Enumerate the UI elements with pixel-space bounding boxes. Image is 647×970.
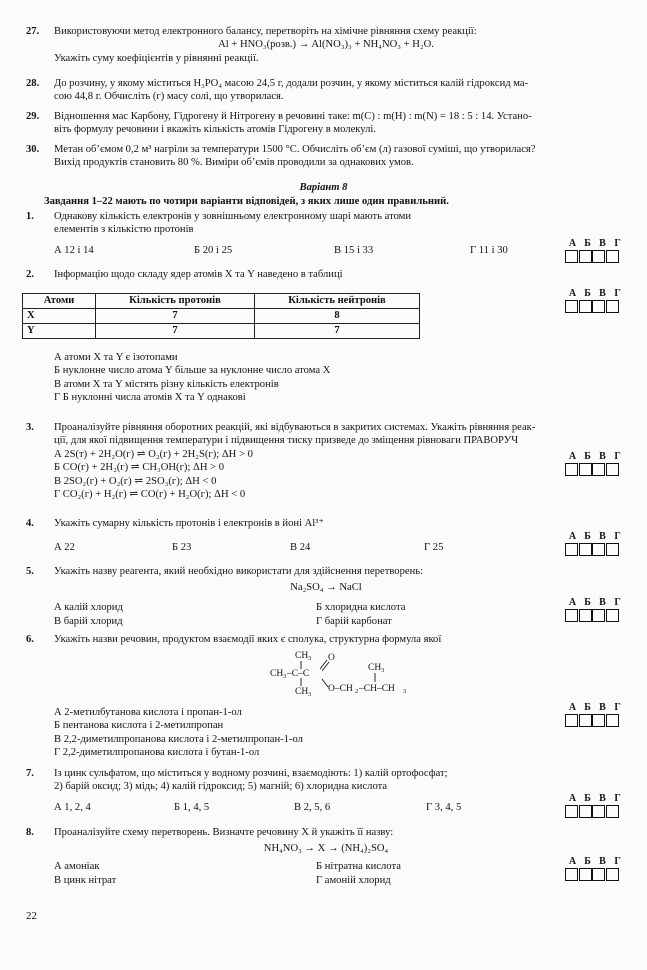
answer-letter: Г <box>614 288 621 299</box>
answer-box[interactable] <box>565 609 578 622</box>
answer-box[interactable] <box>565 868 578 881</box>
question-2 <box>26 268 626 281</box>
option-a[interactable]: А 2-метилбутанова кислота і пропан-1-ол <box>54 707 242 718</box>
structural-formula-image <box>262 647 432 701</box>
question-3 <box>26 421 626 502</box>
answer-letter: Г <box>614 856 621 867</box>
question-text: Інформацію щодо складу ядер атомів X та Y наведено в таблиці <box>54 269 343 280</box>
answer-grid-3[interactable] <box>565 451 625 476</box>
question-text: До розчину, у якому міститься H₃PO₄ масою 24,5 г, додали розчин, у якому міститься калій гідроксид ма- <box>54 78 529 89</box>
question-text: Проаналізуйте рівняння оборотних реакцій, які відбуваються в закритих системах. Укажіть рівняння реак- <box>54 422 536 433</box>
option-b[interactable]: Б нуклонне число атома Y більше за нуклонне число атома X <box>54 365 331 377</box>
answer-box[interactable] <box>565 714 578 727</box>
answer-letter: Б <box>584 793 591 804</box>
answer-box[interactable] <box>606 300 619 313</box>
question-text: Укажіть назви речовин, продуктом взаємодії яких є сполука, структурна формула якої <box>54 634 442 645</box>
answer-box[interactable] <box>592 300 605 313</box>
question-number: 8. <box>26 827 34 838</box>
question-text-2: Вихід продуктів становить 80 %. Виміри об’ємів проводили за однакових умов. <box>54 157 414 169</box>
answer-letter: Б <box>584 238 591 249</box>
answer-letter: Г <box>614 451 621 462</box>
answer-letter: А <box>568 238 577 249</box>
answer-box[interactable] <box>592 714 605 727</box>
answer-grid-1[interactable] <box>565 238 625 263</box>
question-8 <box>26 826 626 888</box>
answer-letter: В <box>599 793 606 804</box>
question-number: 29. <box>26 111 40 122</box>
page-number: 22 <box>26 910 37 922</box>
answer-box[interactable] <box>592 609 605 622</box>
option-d[interactable]: Г Б нуклонні числа атомів X та Y однакові <box>54 392 246 404</box>
option-c[interactable]: В цинк нітрат <box>54 875 117 887</box>
question-30 <box>26 143 626 170</box>
question-4 <box>26 517 626 555</box>
option-a[interactable]: А амоніак <box>54 860 100 872</box>
option-a[interactable]: А 22 <box>54 542 75 554</box>
variant-title: Варіант 8 <box>299 182 348 193</box>
answer-box[interactable] <box>565 805 578 818</box>
table-cell: Y <box>23 324 96 339</box>
answer-letter: Б <box>584 451 591 462</box>
table-header: Кількість протонів <box>96 294 255 309</box>
nuclei-table <box>22 293 420 339</box>
question-number: 4. <box>26 518 34 529</box>
answer-box[interactable] <box>565 300 578 313</box>
answer-grid-4[interactable] <box>565 531 625 556</box>
reaction-scheme: Al + HNO₃(розв.) → Al(NO₃)₃ + NH₄NO₃ + H₂O. <box>218 39 434 51</box>
question-text: Однакову кількість електронів у зовнішньому електронному шарі мають атоми <box>54 211 412 222</box>
question-29 <box>26 110 626 137</box>
answer-letter: В <box>599 856 606 867</box>
option-c[interactable]: В 24 <box>290 542 311 554</box>
option-a[interactable]: А 12 і 14 <box>54 244 94 256</box>
table-row <box>23 309 420 324</box>
svg-text:3: 3 <box>381 667 385 674</box>
answer-letter: Б <box>584 531 591 542</box>
question-2-options <box>26 351 626 405</box>
answer-box[interactable] <box>565 250 578 263</box>
answer-box[interactable] <box>579 714 592 727</box>
svg-text:3: 3 <box>308 655 312 662</box>
question-7 <box>26 767 626 814</box>
answer-letter: В <box>599 288 606 299</box>
svg-text:O–CH: O–CH <box>328 684 353 694</box>
table-cell: 8 <box>255 309 420 324</box>
question-5 <box>26 565 626 629</box>
option-c[interactable]: В 2SO₂(г) + O₂(г) ⇌ 2SO₃(г); ΔH < 0 <box>54 475 217 487</box>
table-row <box>23 324 420 339</box>
table-cell: 7 <box>255 324 420 339</box>
answer-box[interactable] <box>592 805 605 818</box>
option-a[interactable]: А 1, 2, 4 <box>54 801 91 813</box>
answer-letter: В <box>599 702 606 713</box>
svg-text:O: O <box>328 653 335 663</box>
answer-box[interactable] <box>565 463 578 476</box>
svg-text:CH: CH <box>368 663 382 673</box>
option-b[interactable]: Б нітратна кислота <box>316 860 401 872</box>
answer-grid-6[interactable] <box>565 702 625 727</box>
question-text-2: 2) барій оксид; 3) мідь; 4) калій гідроксид; 5) магній; 6) хлоридна кислота <box>54 781 388 793</box>
answer-letter: А <box>568 702 577 713</box>
question-27 <box>26 25 626 65</box>
question-6-options <box>26 706 626 760</box>
question-text-2: ції, для якої підвищення температури і підвищення тиску призведе до зміщення рівноваги ПРАВОРУЧ <box>54 435 519 447</box>
question-text: Проаналізуйте схему перетворень. Визначте речовину X й укажіть її назву: <box>54 827 394 838</box>
answer-box[interactable] <box>606 805 619 818</box>
answer-letter: В <box>599 597 606 608</box>
question-number: 28. <box>26 78 40 89</box>
svg-text:3: 3 <box>308 691 312 698</box>
answer-letter: Г <box>614 238 621 249</box>
question-text: Із цинк сульфатом, що міститься у водному розчині, взаємодіють: 1) калій ортофосфат; <box>54 768 448 779</box>
option-d[interactable]: Г барій карбонат <box>316 616 392 628</box>
answer-box[interactable] <box>606 463 619 476</box>
question-text: Використовуючи метод електронного балансу, перетворіть на хімічне рівняння схему реакції: <box>54 26 477 37</box>
table-header: Кількість нейтронів <box>255 294 420 309</box>
answer-letter: А <box>568 597 577 608</box>
answer-letter: А <box>568 856 577 867</box>
answer-letter: Г <box>614 531 621 542</box>
question-number: 1. <box>26 211 34 222</box>
question-number: 7. <box>26 768 34 779</box>
svg-text:CH: CH <box>295 651 309 661</box>
answer-grid-8[interactable] <box>565 856 625 881</box>
answer-letter: Г <box>614 793 621 804</box>
question-text-2: елементів з кількістю протонів <box>54 224 194 236</box>
table-header: Атоми <box>23 294 96 309</box>
answer-box[interactable] <box>579 300 592 313</box>
answer-box[interactable] <box>579 250 592 263</box>
option-b[interactable]: Б 1, 4, 5 <box>174 801 210 813</box>
answer-box[interactable] <box>606 543 619 556</box>
question-text: Укажіть назву реагента, який необхідно використати для здійснення перетворень: <box>54 566 424 577</box>
answer-letter: В <box>599 451 606 462</box>
answer-letter: Б <box>584 597 591 608</box>
option-c[interactable]: В 2,2-диметилпропанова кислота і 2-метилпропан-1-ол <box>54 733 303 745</box>
answer-box[interactable] <box>592 543 605 556</box>
question-text: Укажіть сумарну кількість протонів і електронів в йоні Al³⁺ <box>54 518 325 529</box>
answer-box[interactable] <box>606 250 619 263</box>
answer-grid-5[interactable] <box>565 597 625 622</box>
option-d[interactable]: Г 11 і 30 <box>470 244 508 256</box>
answer-box[interactable] <box>579 463 592 476</box>
answer-letter: А <box>568 451 577 462</box>
answer-box[interactable] <box>592 868 605 881</box>
option-b[interactable]: Б 20 і 25 <box>194 244 233 256</box>
answer-letter: Б <box>584 702 591 713</box>
question-number: 2. <box>26 269 34 280</box>
answer-letter: В <box>599 531 606 542</box>
answer-box[interactable] <box>565 543 578 556</box>
answer-letter: А <box>568 288 577 299</box>
question-number: 6. <box>26 634 34 645</box>
option-d[interactable]: Г 25 <box>424 542 444 554</box>
option-c[interactable]: В 2, 5, 6 <box>294 801 331 813</box>
answer-grid-2[interactable] <box>565 288 625 313</box>
svg-text:CH: CH <box>270 669 284 679</box>
answer-box[interactable] <box>579 805 592 818</box>
question-number: 5. <box>26 566 34 577</box>
answer-box[interactable] <box>579 543 592 556</box>
option-a[interactable]: А калій хлорид <box>54 601 123 613</box>
task-instructions: Завдання 1–22 мають по чотири варіанти відповідей, з яких лише один правильний. <box>44 196 449 207</box>
answer-letter: Г <box>614 702 621 713</box>
answer-letter: Б <box>584 856 591 867</box>
svg-text:CH: CH <box>295 687 309 697</box>
option-a[interactable]: А 2S(т) + 2H₂O(г) ⇌ O₂(г) + 2H₂S(г); ΔH > 0 <box>54 448 253 460</box>
answer-box[interactable] <box>579 609 592 622</box>
table-cell: 7 <box>96 309 255 324</box>
question-6 <box>26 633 626 646</box>
answer-letter: Б <box>584 288 591 299</box>
answer-letter: Г <box>614 597 621 608</box>
option-b[interactable]: Б пентанова кислота і 2-метилпропан <box>54 720 224 732</box>
question-28 <box>26 77 626 104</box>
option-b[interactable]: Б CO(г) + 2H₂(г) ⇌ CH₃OH(г); ΔH > 0 <box>54 462 225 474</box>
svg-text:3: 3 <box>283 673 287 680</box>
svg-text:2: 2 <box>355 688 359 695</box>
question-number: 30. <box>26 144 40 155</box>
question-number: 3. <box>26 422 34 433</box>
table-cell: 7 <box>96 324 255 339</box>
question-number: 27. <box>26 26 40 37</box>
option-d[interactable]: Г CO₂(г) + H₂(г) ⇌ CO(г) + H₂O(г); ΔH < 0 <box>54 489 246 501</box>
svg-text:–CH–CH: –CH–CH <box>359 684 395 694</box>
answer-grid-7[interactable] <box>565 793 625 818</box>
option-c[interactable]: В 15 і 33 <box>334 244 374 256</box>
answer-letter: В <box>599 238 606 249</box>
answer-letter: А <box>568 793 577 804</box>
reaction-scheme: NH₄NO₃ → X → (NH₄)₂SO₄ <box>263 843 389 855</box>
answer-box[interactable] <box>579 868 592 881</box>
question-text-2: віть формулу речовини і вкажіть кількість атомів Гідрогену в молекулі. <box>54 124 376 136</box>
svg-text:3: 3 <box>403 688 407 695</box>
question-text-2: Укажіть суму коефіцієнтів у рівнянні реакції. <box>54 52 259 64</box>
reaction-scheme: Na₂SO₄ → NaCl <box>290 582 362 594</box>
question-text-2: сою 44,8 г. Обчисліть (г) масу солі, що утворилася. <box>54 91 284 103</box>
question-text: Метан об’ємом 0,2 м³ нагріли за температури 1500 °С. Обчисліть об’єм (л) газової суміші, що утворилася? <box>54 144 536 155</box>
answer-box[interactable] <box>606 868 619 881</box>
option-d[interactable]: Г 3, 4, 5 <box>426 801 462 813</box>
answer-letter: А <box>568 531 577 542</box>
answer-box[interactable] <box>592 463 605 476</box>
answer-box[interactable] <box>606 714 619 727</box>
question-text: Відношення мас Карбону, Гідрогену й Нітрогену в речовині таке: m(C) : m(H) : m(N) = 18 : 5 : 14. Устано- <box>54 111 532 122</box>
table-cell: X <box>23 309 96 324</box>
option-c[interactable]: В атоми X та Y містять різну кількість електронів <box>54 378 279 390</box>
option-b[interactable]: Б 23 <box>172 542 192 554</box>
question-1 <box>26 210 626 257</box>
option-d[interactable]: Г амоній хлорид <box>316 875 391 887</box>
option-b[interactable]: Б хлоридна кислота <box>316 601 406 613</box>
option-a[interactable]: А атоми X та Y є ізотопами <box>54 352 178 363</box>
answer-box[interactable] <box>592 250 605 263</box>
option-c[interactable]: В барій хлорид <box>54 616 123 628</box>
svg-text:–C–C: –C–C <box>287 669 310 679</box>
answer-box[interactable] <box>606 609 619 622</box>
option-d[interactable]: Г 2,2-диметилпропанова кислота і бутан-1-ол <box>54 747 260 759</box>
